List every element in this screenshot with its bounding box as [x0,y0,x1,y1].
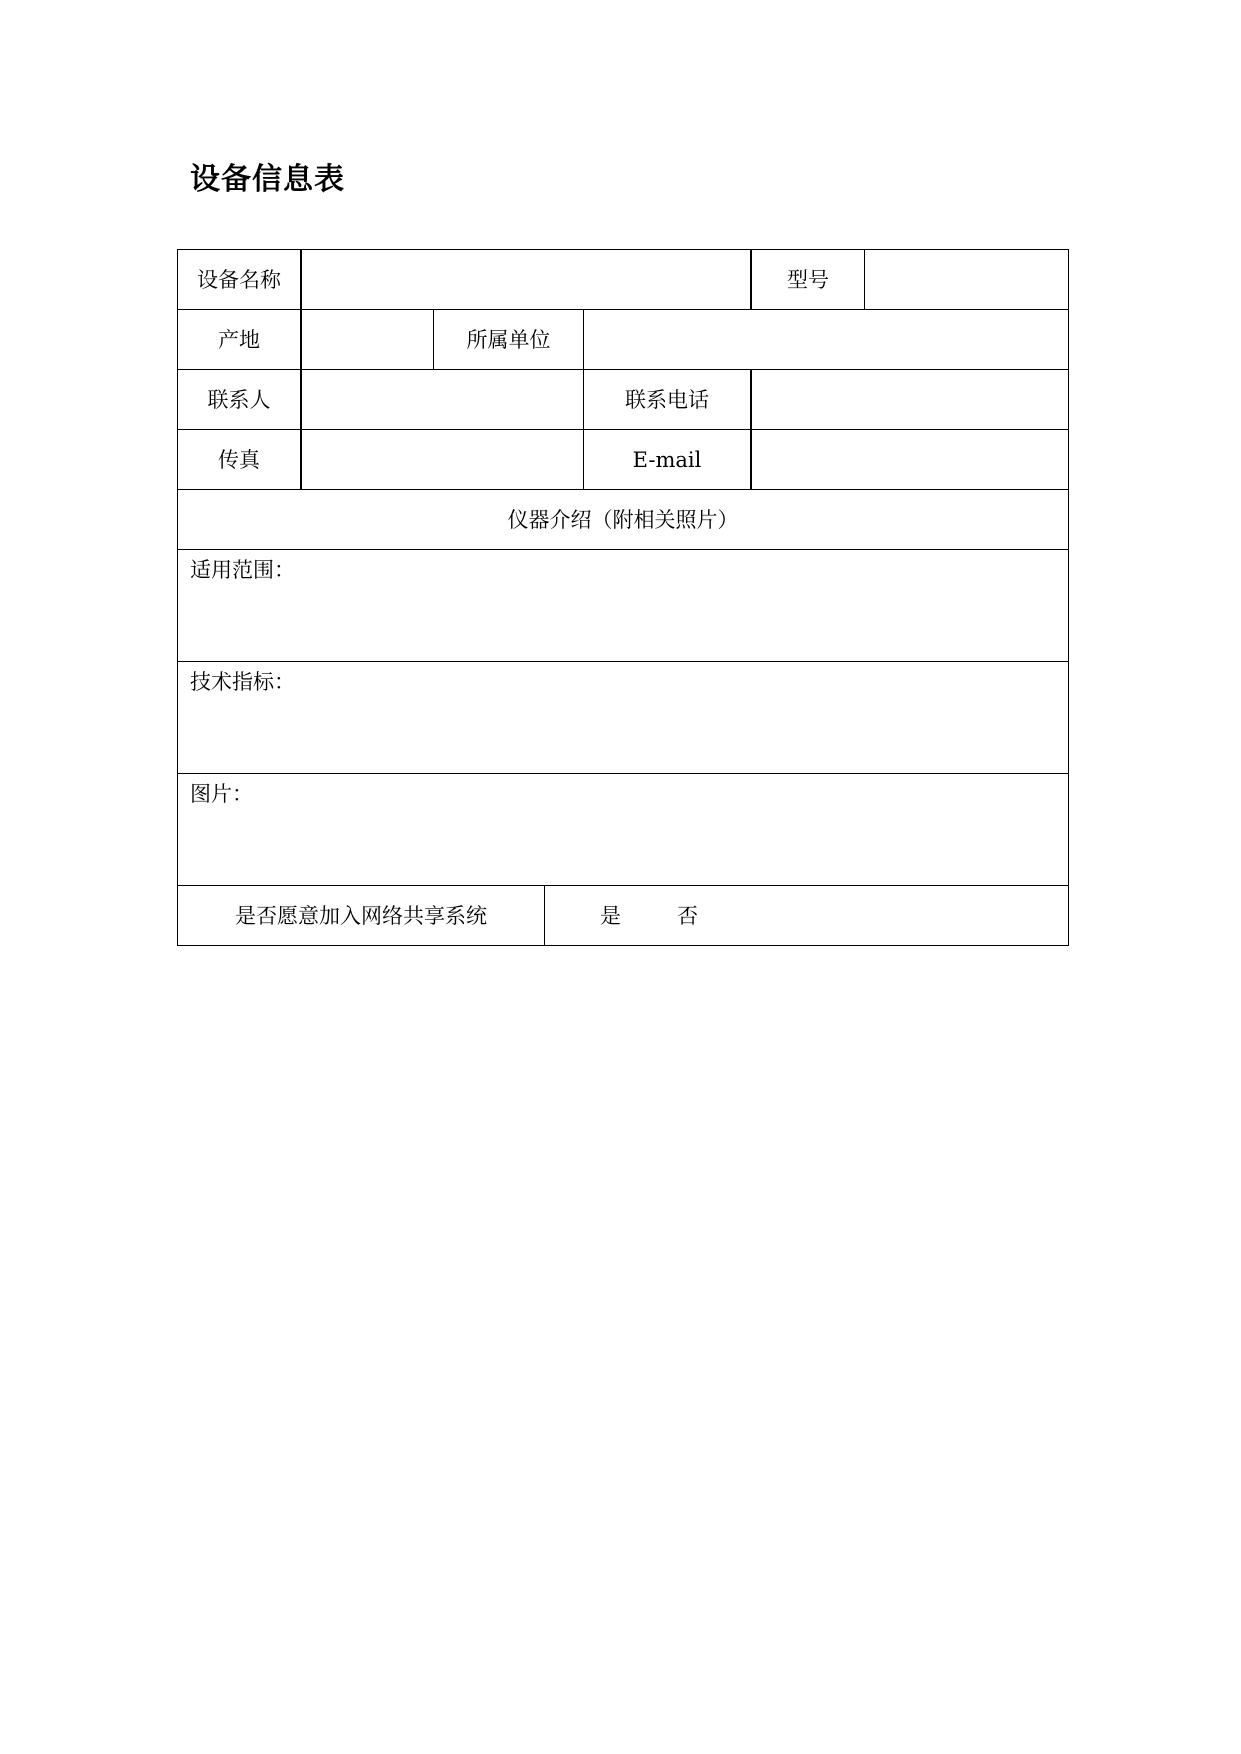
intro-heading: 仪器介绍（附相关照片） [507,507,739,532]
fax-field[interactable] [302,430,583,489]
contact-label: 联系人 [207,387,271,412]
email-label: E-mail [632,447,702,472]
unit-field[interactable] [584,310,1068,369]
origin-field[interactable] [302,310,433,369]
pictures-area[interactable] [178,774,1068,885]
origin-label: 产地 [218,327,260,352]
table-bottom-border [177,945,1069,946]
table-right-border [1068,249,1069,946]
fax-label: 传真 [218,447,260,472]
contact-field[interactable] [302,370,583,429]
phone-field[interactable] [752,370,1068,429]
scope-area[interactable] [178,550,1068,661]
yes-option[interactable]: 是 [600,904,621,928]
model-label: 型号 [787,267,829,292]
join-choice-cell [545,886,1068,945]
specs-area[interactable] [178,662,1068,773]
no-option[interactable]: 否 [677,904,698,928]
model-field[interactable] [865,250,1068,309]
device-name-field[interactable] [302,250,750,309]
page-title: 设备信息表 [190,162,345,197]
unit-label: 所属单位 [466,327,551,352]
join-label: 是否愿意加入网络共享系统 [235,903,487,928]
device-name-label: 设备名称 [197,267,281,292]
pictures-label: 图片： [190,782,253,806]
email-field[interactable] [752,430,1068,489]
phone-label: 联系电话 [625,387,709,412]
specs-label: 技术指标： [190,670,295,694]
scope-label: 适用范围： [190,558,295,582]
